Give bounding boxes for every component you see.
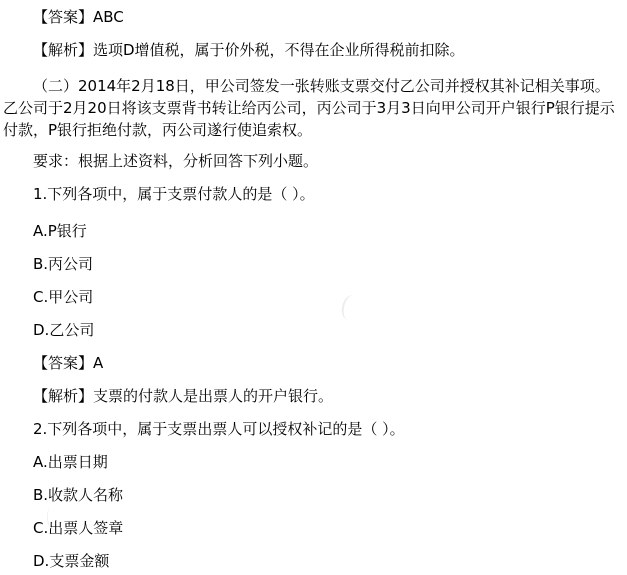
- question2-stem: 2.下列各项中，属于支票出票人可以授权补记的是（ ）。: [33, 420, 405, 438]
- prev-answer-line: 【答案】ABC: [33, 8, 124, 26]
- question2-option-c: C.出票人签章: [33, 519, 124, 537]
- question1-answer-line: 【答案】A: [33, 354, 104, 372]
- question1-option-c: C.甲公司: [33, 288, 94, 306]
- prev-analysis-line: 【解析】选项D增值税，属于价外税，不得在企业所得税前扣除。: [33, 41, 465, 59]
- case-intro-paragraph: （二）2014年2月18日，甲公司签发一张转账支票交付乙公司并授权其补记相关事项。乙公司于2月20日将该支票背书转让给丙公司，丙公司于3月3日向甲公司开户银行P银行提示付款，P银行拒绝付款，丙公司遂行使追索权。: [3, 77, 615, 139]
- question1-option-d: D.乙公司: [33, 321, 95, 339]
- question1-option-a: A.P银行: [33, 222, 87, 240]
- question2-option-a: A.出票日期: [33, 453, 108, 471]
- question1-option-b: B.丙公司: [33, 255, 94, 273]
- question2-option-b: B.收款人名称: [33, 486, 124, 504]
- requirement-line: 要求：根据上述资料，分析回答下列小题。: [33, 152, 319, 170]
- question2-option-d: D.支票金额: [33, 552, 110, 570]
- question1-analysis-line: 【解析】支票的付款人是出票人的开户银行。: [33, 387, 334, 405]
- question1-stem: 1.下列各项中，属于支票付款人的是（ ）。: [33, 185, 315, 203]
